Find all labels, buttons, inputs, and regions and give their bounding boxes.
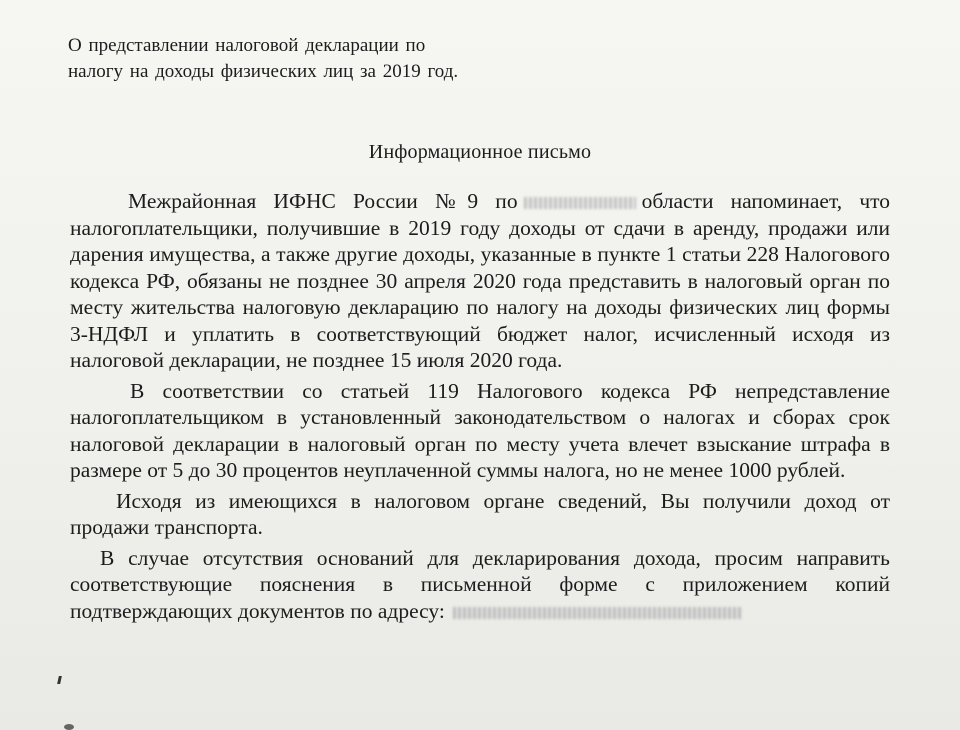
subject-line-1: О представлении налоговой декларации по xyxy=(68,35,426,56)
letter-title: Информационное письмо xyxy=(368,141,592,163)
redacted-region-name xyxy=(524,197,636,209)
paragraph-request-text: В случае отсутствия оснований для декларирования дохода, просим направить соответствующие пояснения в письменной форме с приложением копий подтверждающих документов по адресу: xyxy=(70,545,890,623)
paragraph-penalty: В соответствии со статьей 119 Налогового кодекса РФ непредставление налогоплательщиком в установленный законодательством о налогах и сборах срок налоговой декларации в налоговый орган по месту учета влечет взыскание штрафа в размере от 5 до 30 процентов неуплаченной суммы налога, но не менее 1000 рублей. xyxy=(70,378,890,482)
stray-mark-bottom xyxy=(64,724,74,730)
subject-line-2: налогу на доходы физических лиц за 2019 год. xyxy=(68,61,459,82)
paragraph-reminder-rest: области напоминает, что налогоплательщики, получившие в 2019 году доходы от сдачи в аренду, продажи или дарения имущества, а также другие доходы, указанные в пункте 1 статьи 228 Налогового кодекса РФ, обязаны не позднее 30 апреля 2020 года представить в налоговый орган по месту жительства налоговую декларацию по налогу на доходы физических лиц формы 3-НДФЛ и уплатить в соответствующий бюджет налог, исчисленный исходя из налоговой декларации, не позднее 15 июля 2020 года. xyxy=(70,189,890,372)
paragraph-income-info: Исходя из имеющихся в налоговом органе сведений, Вы получили доход от продажи транспорта. xyxy=(70,488,890,539)
stray-mark xyxy=(57,676,62,684)
letter-subject xyxy=(68,33,488,85)
redacted-address xyxy=(453,607,743,619)
paragraph-reminder-start: Межрайонная ИФНС России №9 по xyxy=(128,189,518,213)
paragraph-reminder xyxy=(70,188,890,374)
paragraph-request xyxy=(70,545,890,625)
letter-body xyxy=(70,188,890,624)
